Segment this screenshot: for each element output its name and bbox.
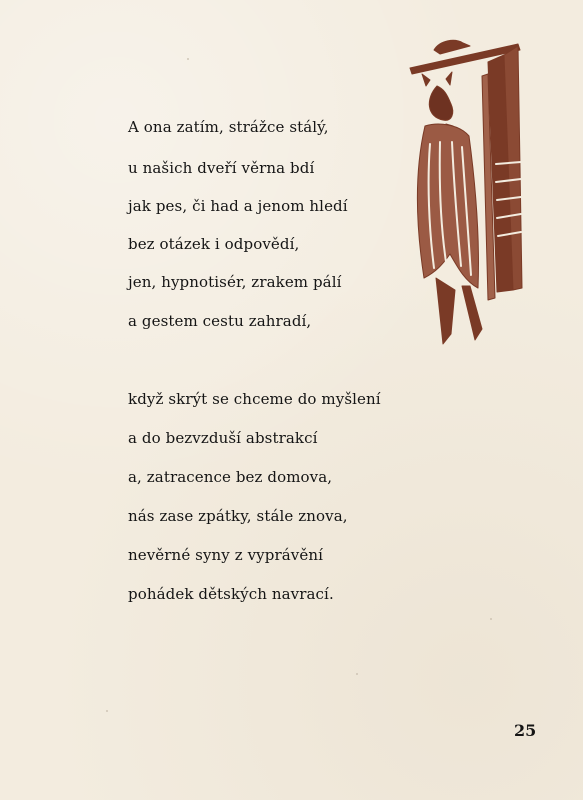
poem-line: A ona zatím, strážce stálý,	[128, 118, 329, 136]
poem-line: bez otázek i odpovědí,	[128, 235, 300, 253]
poem-line: nevěrné syny z vyprávění	[128, 546, 323, 564]
paper-speck	[356, 673, 358, 675]
poem-line: a, zatracence bez domova,	[128, 468, 333, 486]
page-number: 25	[514, 721, 537, 740]
poem-line: jak pes, či had a jenom hledí	[128, 197, 348, 215]
poem-line: a gestem cestu zahradí,	[128, 312, 312, 330]
poem-line: u našich dveří věrna bdí	[128, 159, 315, 177]
poem-line: a do bezvzduší abstrakcí	[128, 429, 318, 447]
paper-speck	[490, 618, 492, 620]
poem-line: nás zase zpátky, stále znova,	[128, 507, 348, 525]
poem-line: pohádek dětských navrací.	[128, 585, 334, 603]
paper-speck	[106, 710, 108, 712]
poem-line: jen, hypnotisér, zrakem pálí	[128, 273, 342, 291]
poem-line: když skrýt se chceme do myšlení	[128, 390, 381, 408]
paper-speck	[187, 58, 189, 60]
robed-figure-in-doorway-illustration	[400, 38, 530, 348]
